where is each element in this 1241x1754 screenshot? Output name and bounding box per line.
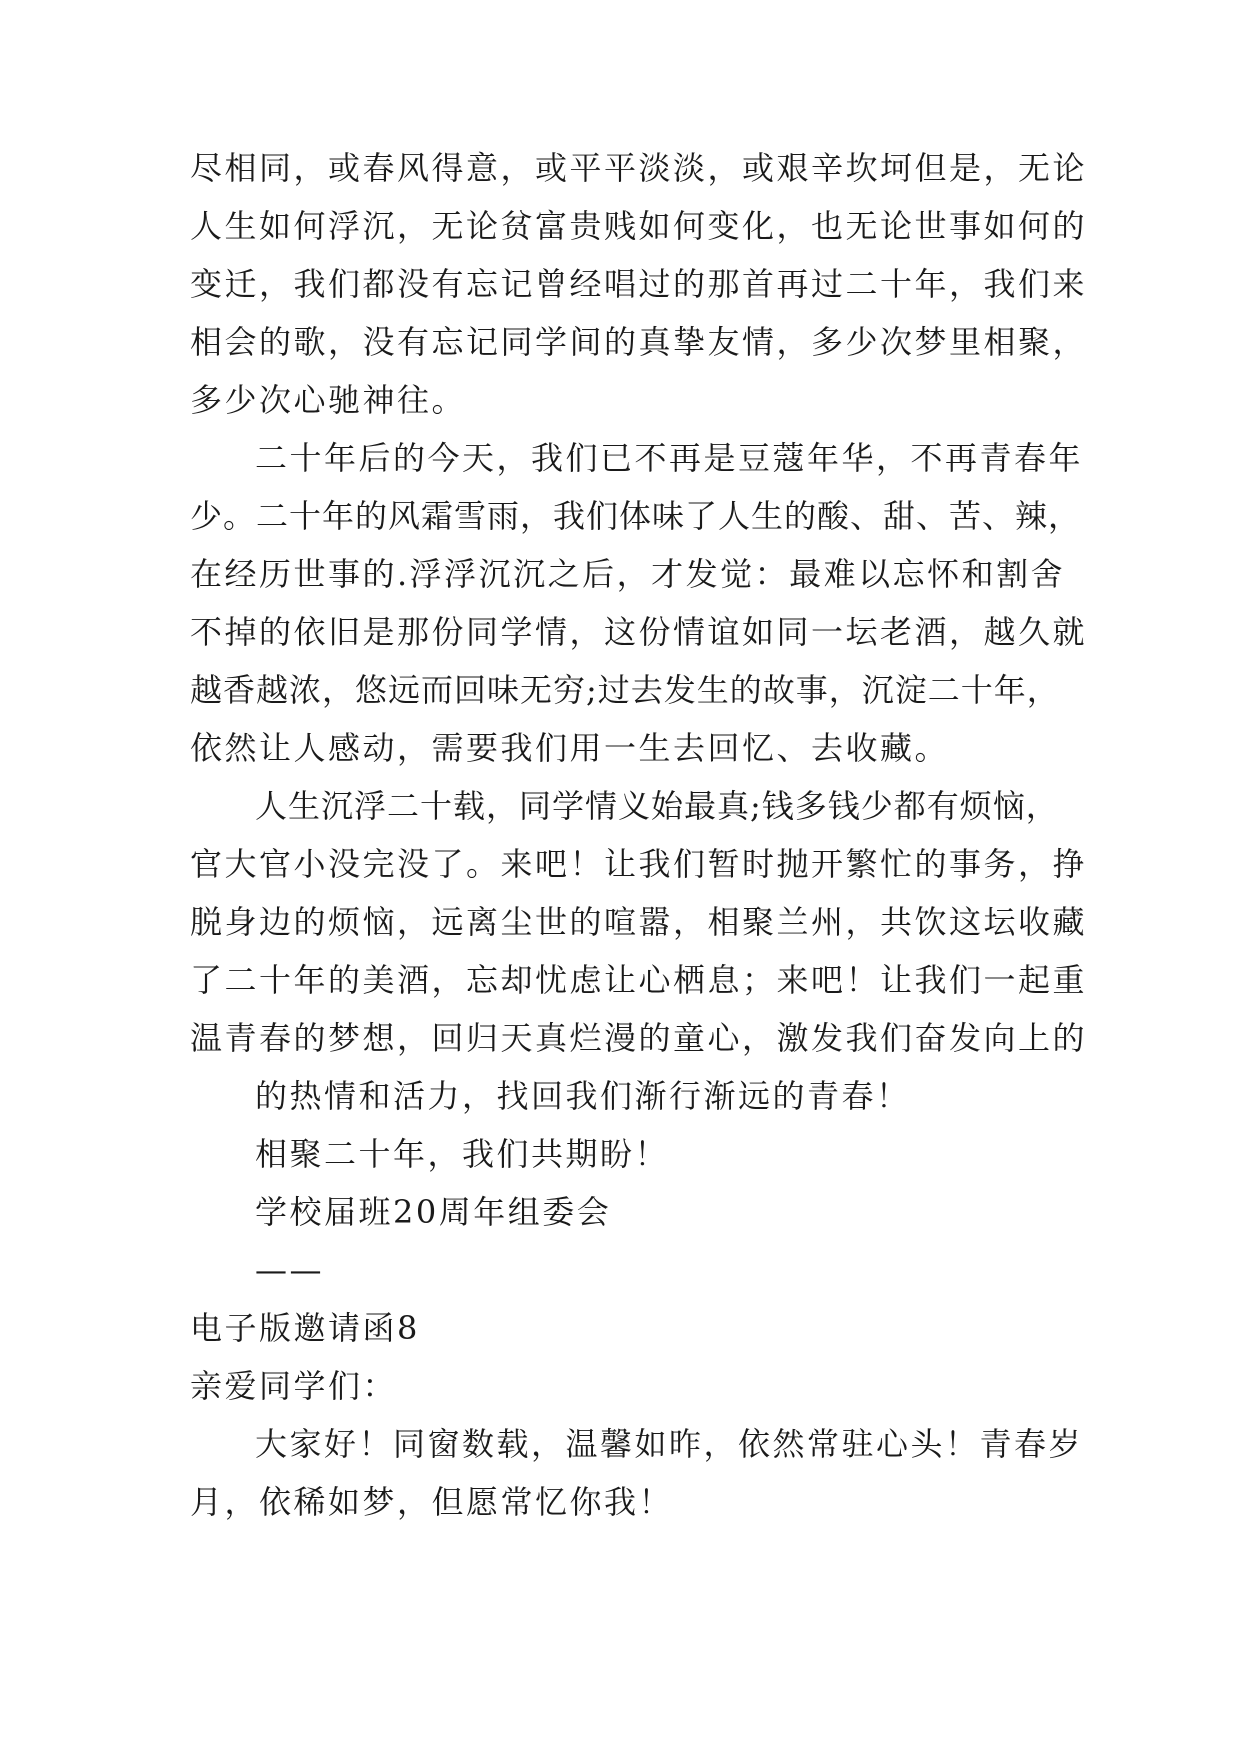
salutation: 亲爱同学们：	[190, 1367, 398, 1405]
paragraph-line: 人生如何浮沉，无论贫富贵贱如何变化，也无论世事如何的	[190, 207, 1088, 245]
paragraph-line: 温青春的梦想，回归天真烂漫的童心，激发我们奋发向上的	[190, 1019, 1088, 1057]
paragraph-line: 越香越浓，悠远而回味无穷;过去发生的故事，沉淀二十年，	[190, 671, 1060, 709]
paragraph-line: 了二十年的美酒，忘却忧虑让心栖息；来吧！让我们一起重	[190, 961, 1088, 999]
paragraph-line: 月，依稀如梦，但愿常忆你我！	[190, 1483, 674, 1521]
paragraph-line: 不掉的依旧是那份同学情，这份情谊如同一坛老酒，越久就	[190, 613, 1088, 651]
paragraph-line: 脱身边的烦恼，远离尘世的喧嚣，相聚兰州，共饮这坛收藏	[190, 903, 1088, 941]
paragraph-line: 官大官小没完没了。来吧！让我们暂时抛开繁忙的事务，挣	[190, 845, 1088, 883]
paragraph-line: 多少次心驰神往。	[190, 381, 467, 419]
paragraph-line: 变迁，我们都没有忘记曾经唱过的那首再过二十年，我们来	[190, 265, 1088, 303]
paragraph-line: 二十年后的今天，我们已不再是豆蔻年华，不再青春年	[255, 439, 1084, 477]
signature-line: 学校届班20周年组委会	[255, 1193, 612, 1231]
paragraph-line: 少。二十年的风霜雪雨，我们体味了人生的酸、甜、苦、辣，	[190, 497, 1082, 535]
section-title: 电子版邀请函8	[190, 1309, 420, 1347]
paragraph-line: 的热情和活力，找回我们渐行渐远的青春！	[255, 1077, 911, 1115]
paragraph-line: 大家好！同窗数载，温馨如昨，依然常驻心头！青春岁	[255, 1425, 1084, 1463]
closing-line: 相聚二十年，我们共期盼！	[255, 1135, 670, 1173]
dash-separator: ——	[255, 1251, 324, 1289]
paragraph-line: 依然让人感动，需要我们用一生去回忆、去收藏。	[190, 729, 950, 767]
paragraph-line: 相会的歌，没有忘记同学间的真挚友情，多少次梦里相聚，	[190, 323, 1088, 361]
paragraph-line: 在经历世事的.浮浮沉沉之后，才发觉：最难以忘怀和割舍	[190, 555, 1066, 593]
paragraph-line: 人生沉浮二十载，同学情义始最真;钱多钱少都有烦恼，	[255, 787, 1059, 825]
paragraph-line: 尽相同，或春风得意，或平平淡淡，或艰辛坎坷但是，无论	[190, 149, 1088, 187]
